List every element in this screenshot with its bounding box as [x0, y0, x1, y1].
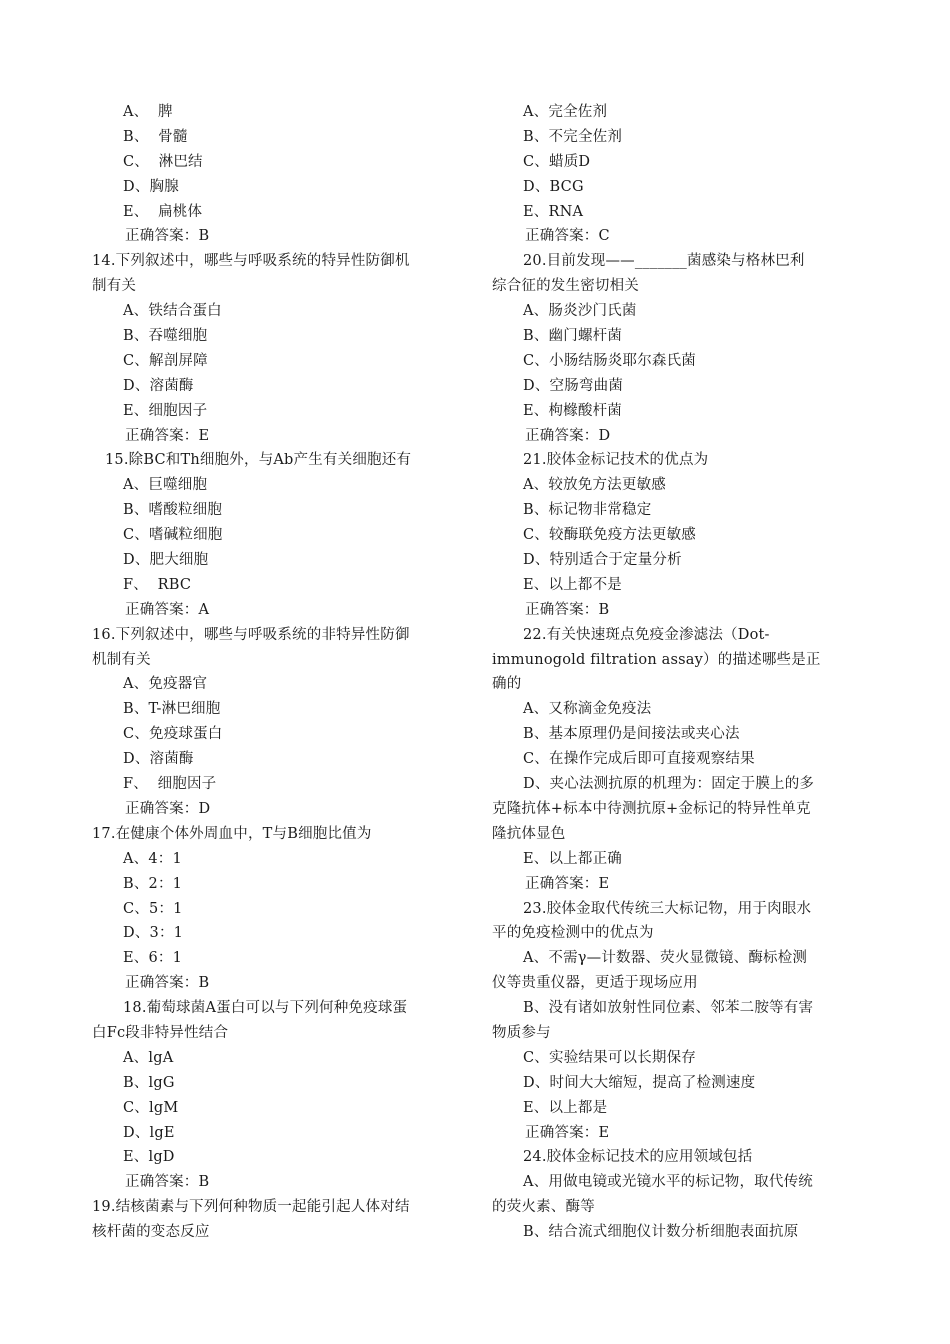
answer-line: 正确答案：E	[125, 427, 210, 444]
option-line: B、标记物非常稳定	[523, 502, 652, 519]
option-line: D、夹心法测抗原的机理为：固定于膜上的多	[523, 776, 815, 793]
option-line: D、溶菌酶	[123, 377, 194, 394]
question-text-line: 核杆菌的变态反应	[92, 1224, 210, 1241]
option-line: B、 骨髓	[123, 128, 188, 145]
question-text-line: 20.目前发现——_______菌感染与格林巴利	[523, 253, 805, 270]
question-text-line: 的荧火素、酶等	[492, 1199, 595, 1216]
answer-line: 正确答案：B	[125, 1174, 210, 1191]
question-text-line: 确的	[492, 676, 522, 693]
option-line: B、结合流式细胞仪计数分析细胞表面抗原	[523, 1224, 799, 1241]
option-line: A、用做电镜或光镜水平的标记物，取代传统	[523, 1174, 813, 1191]
question-text-line: 23.胶体金取代传统三大标记物，用于肉眼水	[523, 900, 812, 917]
option-line: E、以上都正确	[523, 850, 622, 867]
option-line: B、T-淋巴细胞	[123, 701, 221, 718]
question-text-line: 仪等贵重仪器，更适于现场应用	[492, 975, 698, 992]
option-line: B、没有诸如放射性同位素、邻苯二胺等有害	[523, 1000, 814, 1017]
left-column	[92, 100, 464, 1245]
option-line: D、时间大大缩短，提高了检测速度	[523, 1074, 756, 1091]
option-line: C、 淋巴结	[123, 153, 203, 170]
question-text-line: 18.葡萄球菌A蛋白可以与下列何种免疫球蛋	[123, 1000, 408, 1017]
option-line: B、嗜酸粒细胞	[123, 502, 223, 519]
option-line: F、 细胞因子	[123, 776, 217, 793]
option-line: C、嗜碱粒细胞	[123, 527, 223, 544]
option-line: C、在操作完成后即可直接观察结果	[523, 751, 755, 768]
question-text-line: 19.结核菌素与下列何种物质一起能引起人体对结	[92, 1199, 410, 1216]
question-text-line: 隆抗体显色	[492, 825, 566, 842]
question-text-line: 制有关	[92, 278, 137, 295]
question-text-line: immunogold filtration assay）的描述哪些是正	[492, 651, 821, 668]
option-line: D、BCG	[523, 178, 584, 195]
option-line: D、lgE	[123, 1124, 175, 1141]
option-line: E、枸橼酸杆菌	[523, 402, 622, 419]
option-line: A、4：1	[123, 850, 182, 867]
option-line: E、以上都不是	[523, 576, 622, 593]
option-line: B、幽门螺杆菌	[523, 328, 623, 345]
option-line: D、肥大细胞	[123, 552, 209, 569]
option-line: C、5：1	[123, 900, 183, 917]
option-line: A、lgA	[123, 1049, 174, 1066]
option-line: E、RNA	[523, 203, 584, 220]
question-text-line: 14.下列叙述中，哪些与呼吸系统的特异性防御机	[92, 253, 410, 270]
question-text-line: 16.下列叙述中，哪些与呼吸系统的非特异性防御	[92, 626, 410, 643]
option-line: A、又称滴金免疫法	[523, 701, 652, 718]
option-line: A、不需γ—计数器、荧火显微镜、酶标检测	[523, 950, 808, 967]
option-line: E、细胞因子	[123, 402, 208, 419]
option-line: B、吞噬细胞	[123, 328, 208, 345]
option-line: B、2：1	[123, 875, 183, 892]
question-text-line: 24.胶体金标记技术的应用领域包括	[523, 1149, 753, 1166]
option-line: A、免疫器官	[123, 676, 208, 693]
question-text-line: 克隆抗体+标本中待测抗原+金标记的特异性单克	[492, 800, 811, 817]
option-line: A、完全佐剂	[523, 104, 608, 120]
option-line: C、解剖屏障	[123, 352, 208, 369]
answer-line: 正确答案：D	[125, 800, 211, 817]
option-line: D、特别适合于定量分析	[523, 552, 682, 569]
option-line: C、实验结果可以长期保存	[523, 1049, 696, 1066]
option-line: E、以上都是	[523, 1099, 608, 1116]
answer-line: 正确答案：D	[525, 427, 611, 444]
answer-line: 正确答案：A	[125, 601, 210, 618]
option-line: C、免疫球蛋白	[123, 726, 223, 743]
option-line: A、 脾	[123, 104, 173, 120]
answer-line: 正确答案：C	[525, 228, 610, 245]
question-text-line: 物质参与	[492, 1024, 551, 1041]
answer-line: 正确答案：E	[525, 1124, 610, 1141]
answer-line: 正确答案：B	[125, 975, 210, 992]
option-line: D、空肠弯曲菌	[523, 377, 624, 394]
question-text-line: 白Fc段非特异性结合	[92, 1024, 229, 1041]
option-line: E、lgD	[123, 1149, 175, 1166]
answer-line: 正确答案：E	[525, 875, 610, 892]
option-line: F、 RBC	[123, 576, 192, 593]
answer-line: 正确答案：B	[525, 601, 610, 618]
option-line: C、蜡质D	[523, 153, 591, 170]
question-text-line: 17.在健康个体外周血中，T与B细胞比值为	[92, 825, 372, 842]
question-text-line: 机制有关	[92, 651, 151, 668]
option-line: E、6：1	[123, 950, 183, 967]
option-line: C、小肠结肠炎耶尔森氏菌	[523, 352, 696, 369]
option-line: C、较酶联免疫方法更敏感	[523, 527, 696, 544]
question-text-line: 综合征的发生密切相关	[492, 278, 639, 295]
option-line: A、铁结合蛋白	[123, 303, 222, 320]
question-text-line: 22.有关快速斑点免疫金渗滤法（Dot-	[523, 626, 770, 643]
option-line: E、 扁桃体	[123, 203, 203, 220]
option-line: B、lgG	[123, 1074, 175, 1091]
option-line: A、较放免方法更敏感	[523, 477, 666, 494]
answer-line: 正确答案：B	[125, 228, 210, 245]
option-line: D、3：1	[123, 925, 184, 942]
option-line: C、lgM	[123, 1099, 179, 1116]
option-line: B、不完全佐剂	[523, 128, 623, 145]
option-line: A、肠炎沙门氏菌	[523, 303, 637, 320]
option-line: D、溶菌酶	[123, 751, 194, 768]
question-text-line: 平的免疫检测中的优点为	[492, 925, 654, 942]
right-column	[492, 100, 864, 1245]
option-line: B、基本原理仍是间接法或夹心法	[523, 726, 740, 743]
option-line: A、巨噬细胞	[123, 477, 208, 494]
option-line: D、胸腺	[123, 178, 179, 195]
question-text-line: 15.除BC和Th细胞外，与Ab产生有关细胞还有	[105, 452, 412, 469]
question-text-line: 21.胶体金标记技术的优点为	[523, 452, 709, 469]
